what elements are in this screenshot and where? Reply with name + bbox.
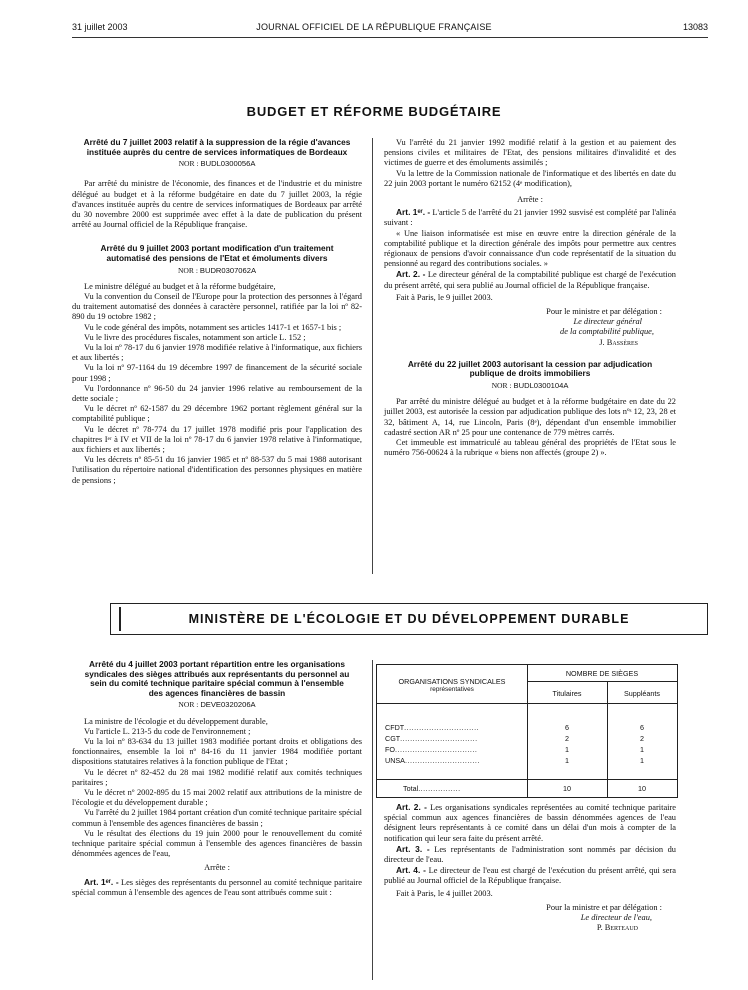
sig-name: P. Berteaud: [596, 923, 638, 933]
arrete4-signature: [384, 903, 676, 934]
column-divider: [372, 660, 373, 980]
arrete1-title: Arrêté du 7 juillet 2003 relatif à la suppression de la régie d'avances instituée auprès du centre de services informatiques de Bordeaux: [83, 137, 351, 157]
table-row-org: FO.................................: [385, 745, 478, 754]
table-header-suppleants: Suppléants: [624, 689, 660, 698]
arrete4-visas: [72, 717, 362, 860]
arrete4-art4: Art. 4. - Le directeur de l'eau est chargé de l'exécution du présent arrêté, qui sera publié au Journal officiel de la République française.: [384, 865, 676, 886]
visa-para: Vu l'article L. 213-5 du code de l'environnement ;: [84, 726, 251, 736]
arrete4-nor: NOR : DEVE0320206A: [178, 700, 256, 710]
table-header-titulaires: Titulaires: [552, 689, 582, 698]
right-column-bottom: [384, 802, 676, 933]
left-column-top: [72, 138, 362, 486]
arrete2-art1-quote: « Une liaison informatisée est mise en œuvre entre la direction générale de la comptabilité publique et la direction générale des impôts pour permettre aux centres régionaux de pensions d'avoir connaissance d'un code représentatif de la situation du pensionné au regard des contributions sociales. »: [384, 228, 676, 269]
column-divider: [372, 138, 373, 574]
table-total-cell: 10: [638, 784, 646, 793]
table-total-cell: 10: [563, 784, 571, 793]
right-column-top: [384, 138, 676, 458]
sig-name: J. Bassères: [599, 337, 638, 347]
visa-para: Vu le code général des impôts, notamment ses articles 1417-1 et 1657-1 bis ;: [84, 322, 342, 332]
section-title-ecologie: MINISTÈRE DE L'ÉCOLOGIE ET DU DÉVELOPPEMENT DURABLE: [188, 612, 630, 626]
arrete2-art1: Art. 1ᵉʳ. - L'article 5 de l'arrêté du 21 janvier 1992 susvisé est complété par l'alinéa suivant :: [384, 207, 677, 228]
visa-para: La ministre de l'écologie et du développement durable,: [84, 716, 268, 726]
visa-para: Vu les décrets nº 85-51 du 16 janvier 1985 et nº 88-537 du 5 mai 1988 autorisant l'utilisation du répertoire national d'identification des personnes physiques en matière de pensions ;: [72, 455, 362, 485]
arrete2-arrete-label: Arrête :: [517, 195, 543, 205]
table-rule: [377, 703, 677, 704]
arrete2-art2: Art. 2. - Le directeur général de la comptabilité publique est chargé de l'exécution du présent arrêté, qui sera publié au Journal officiel de la République française.: [384, 269, 676, 290]
visa-para: Vu le décret nº 78-774 du 17 juillet 1978 modifié pris pour l'application des chapitres Iᵉʳ à IV et VII de la loi nº 78-17 du 6 janvier 1978 relative à l'informatique, aux fichiers et aux libertés ;: [72, 424, 362, 455]
arrete4-art1: Art. 1ᵉʳ. - Les sièges des représentants du personnel au comité technique paritaire spécial commun à l'ensemble des agences de l'eau sont attribués comme suit :: [72, 876, 362, 897]
visa-para: Vu l'ordonnance nº 96-50 du 24 janvier 1996 relative au remboursement de la dette sociale ;: [72, 383, 362, 404]
table-cell: 1: [640, 745, 644, 754]
seats-table: [376, 664, 678, 798]
visa-para: Vu la loi nº 97-1164 du 19 décembre 1997 de financement de la sécurité sociale pour 1998 ;: [72, 363, 362, 383]
arrete3-para: Par arrêté du ministre délégué au budget et à la réforme budgétaire en date du 22 juillet 2003, est autorisée la cession par adjudication publique des lots nºˢ 12, 23, 28 et 32, bâtiment A, 14, rue Lincoln, Paris (8ᵉ), dépendant d'un ensemble immobilier cadastré section AR nº 25 pour une contenance de 779 mètres carrés.: [384, 397, 676, 437]
table-rule: [527, 681, 677, 682]
arrete4-arrete-label: Arrête :: [204, 863, 230, 873]
header-journal-title: JOURNAL OFFICIEL DE LA RÉPUBLIQUE FRANÇAISE: [256, 22, 492, 32]
table-header-org: ORGANISATIONS SYNDICALES: [398, 677, 506, 686]
sig-role: de la comptabilité publique,: [560, 327, 654, 337]
arrete1-nor: NOR : BUDL0300056A: [178, 159, 256, 169]
visa-para: Vu le décret nº 82-452 du 28 mai 1982 modifié relatif aux comités techniques paritaires ;: [72, 767, 362, 787]
arrete3-para: Cet immeuble est immatriculé au tableau général des propriétés de l'Etat sous le numéro 756-00624 à la rubrique « biens non affectés (groupe 2) ».: [384, 438, 676, 458]
arrete1-body: Par arrêté du ministre de l'économie, des finances et de l'industrie et du ministre délégué au budget et à la réforme budgétaire en date du 7 juillet 2003, la régie d'avances instituée auprès du centre de services informatiques de Bordeaux par arrêté du 30 novembre 2000 est supprimée avec effet à la date de publication du présent arrêté au Journal officiel de la République française.: [72, 179, 362, 230]
section-title-budget: BUDGET ET RÉFORME BUDGÉTAIRE: [246, 104, 502, 119]
arrete3-title: Arrêté du 22 juillet 2003 autorisant la cession par adjudication publique de droits immobiliers: [407, 358, 653, 379]
sig-intro: Pour la ministre et par délégation :: [546, 902, 662, 912]
visa-para: Le ministre délégué au budget et à la réforme budgétaire,: [84, 281, 276, 291]
arrete2-nor: NOR : BUDR0307062A: [177, 265, 257, 275]
visa-para: Vu l'arrêté du 2 juillet 1984 portant création d'un comité technique paritaire spécial commun à l'ensemble des agences financières de bassin ;: [72, 808, 362, 828]
sig-intro: Pour le ministre et par délégation :: [546, 307, 662, 317]
table-rule: [377, 779, 677, 780]
visa-para: Vu la lettre de la Commission nationale de l'informatique et des libertés en date du 22 juin 2003 portant le numéro 62152 (4ᵉ modification),: [384, 168, 676, 188]
arrete2-title: Arrêté du 9 juillet 2003 portant modification d'un traitement automatisé des pensions de l'Etat et émoluments divers: [100, 243, 334, 263]
visa-para: Vu le décret nº 2002-895 du 15 mai 2002 relatif aux attributions de la ministre de l'écologie et du développement durable ;: [72, 788, 362, 808]
section-title-box-ecologie: [110, 603, 708, 635]
table-row-org: CFDT..............................: [385, 723, 480, 732]
header-date: 31 juillet 2003: [72, 22, 128, 32]
table-cell: 1: [565, 756, 569, 765]
table-header-org-sub: représentatives: [430, 686, 474, 693]
table-row-org: UNSA..............................: [385, 756, 480, 765]
arrete2-fait: Fait à Paris, le 9 juillet 2003.: [396, 292, 493, 302]
table-cell: 6: [640, 723, 644, 732]
arrete4-art3: Art. 3. - Les représentants de l'administration sont nommés par décision du directeur de l'eau.: [384, 843, 676, 865]
table-cell: 1: [565, 745, 569, 754]
visa-para: Vu le résultat des élections du 19 juin 2000 pour le renouvellement du comité technique paritaire spécial commun à l'ensemble des agences financières de bassin dénommées agences de l'eau,: [72, 828, 362, 859]
arrete4-art2: Art. 2. - Les organisations syndicales représentées au comité technique paritaire spécial commun aux agences financières de bassin dénommées agences de l'eau désignent leurs représentants à ce comité dans un délai d'un mois à compter de la notification qui leur sera faite du présent arrêté.: [384, 802, 677, 843]
table-cell: 6: [565, 723, 569, 732]
page-header: [0, 22, 748, 36]
visa-para: Vu la loi nº 83-634 du 13 juillet 1983 modifiée portant droits et obligations des fonctionnaires, ensemble la loi nº 84-16 du 11 janvier 1984 modifiée portant dispositions statutaires relatives à la fonction publique de l'Etat ;: [72, 736, 362, 767]
sig-role: Le directeur de l'eau,: [580, 913, 652, 923]
visa-para: Vu le livre des procédures fiscales, notamment son article L. 152 ;: [84, 332, 306, 342]
visa-para: Vu l'arrêté du 21 janvier 1992 modifié relatif à la gestion et au paiement des pensions civiles et militaires de l'Etat, des pensions militaires d'invalidité et des victimes de guerre et des émoluments assimilés ;: [384, 138, 676, 168]
sig-role: Le directeur général: [573, 317, 642, 327]
arrete3-nor: NOR : BUDL0300104A: [491, 381, 569, 391]
table-row-org: CGT...............................: [385, 734, 478, 743]
arrete4-fait: Fait à Paris, le 4 juillet 2003.: [396, 888, 493, 898]
table-total-label: Total.................: [403, 784, 461, 793]
left-column-bottom: [72, 660, 362, 898]
visa-para: Vu le décret nº 62-1587 du 29 décembre 1962 portant règlement général sur la comptabilité publique ;: [72, 404, 362, 424]
visa-para: Vu la convention du Conseil de l'Europe pour la protection des personnes à l'égard du traitement automatisé des données à caractère personnel, ratifiée par la loi nº 82-890 du 19 octobre 1982 ;: [72, 292, 362, 322]
header-rule: [72, 37, 708, 38]
table-header-nb: NOMBRE DE SIÈGES: [565, 669, 639, 678]
visa-para: Vu la loi nº 78-17 du 6 janvier 1978 modifiée relative à l'informatique, aux fichiers et aux libertés ;: [72, 343, 362, 363]
table-cell: 2: [640, 734, 644, 743]
header-page-number: 13083: [682, 22, 708, 32]
arrete4-title: Arrêté du 4 juillet 2003 portant répartition entre les organisations syndicales des sièges attribués aux représentants du personnel au sein du comité technique paritaire spécial commun à l'ensemble des agences financières de bassin: [84, 659, 350, 698]
table-cell: 1: [640, 756, 644, 765]
arrete2-signature: [384, 307, 676, 348]
arrete2-visas: [72, 282, 362, 486]
table-cell: 2: [565, 734, 569, 743]
